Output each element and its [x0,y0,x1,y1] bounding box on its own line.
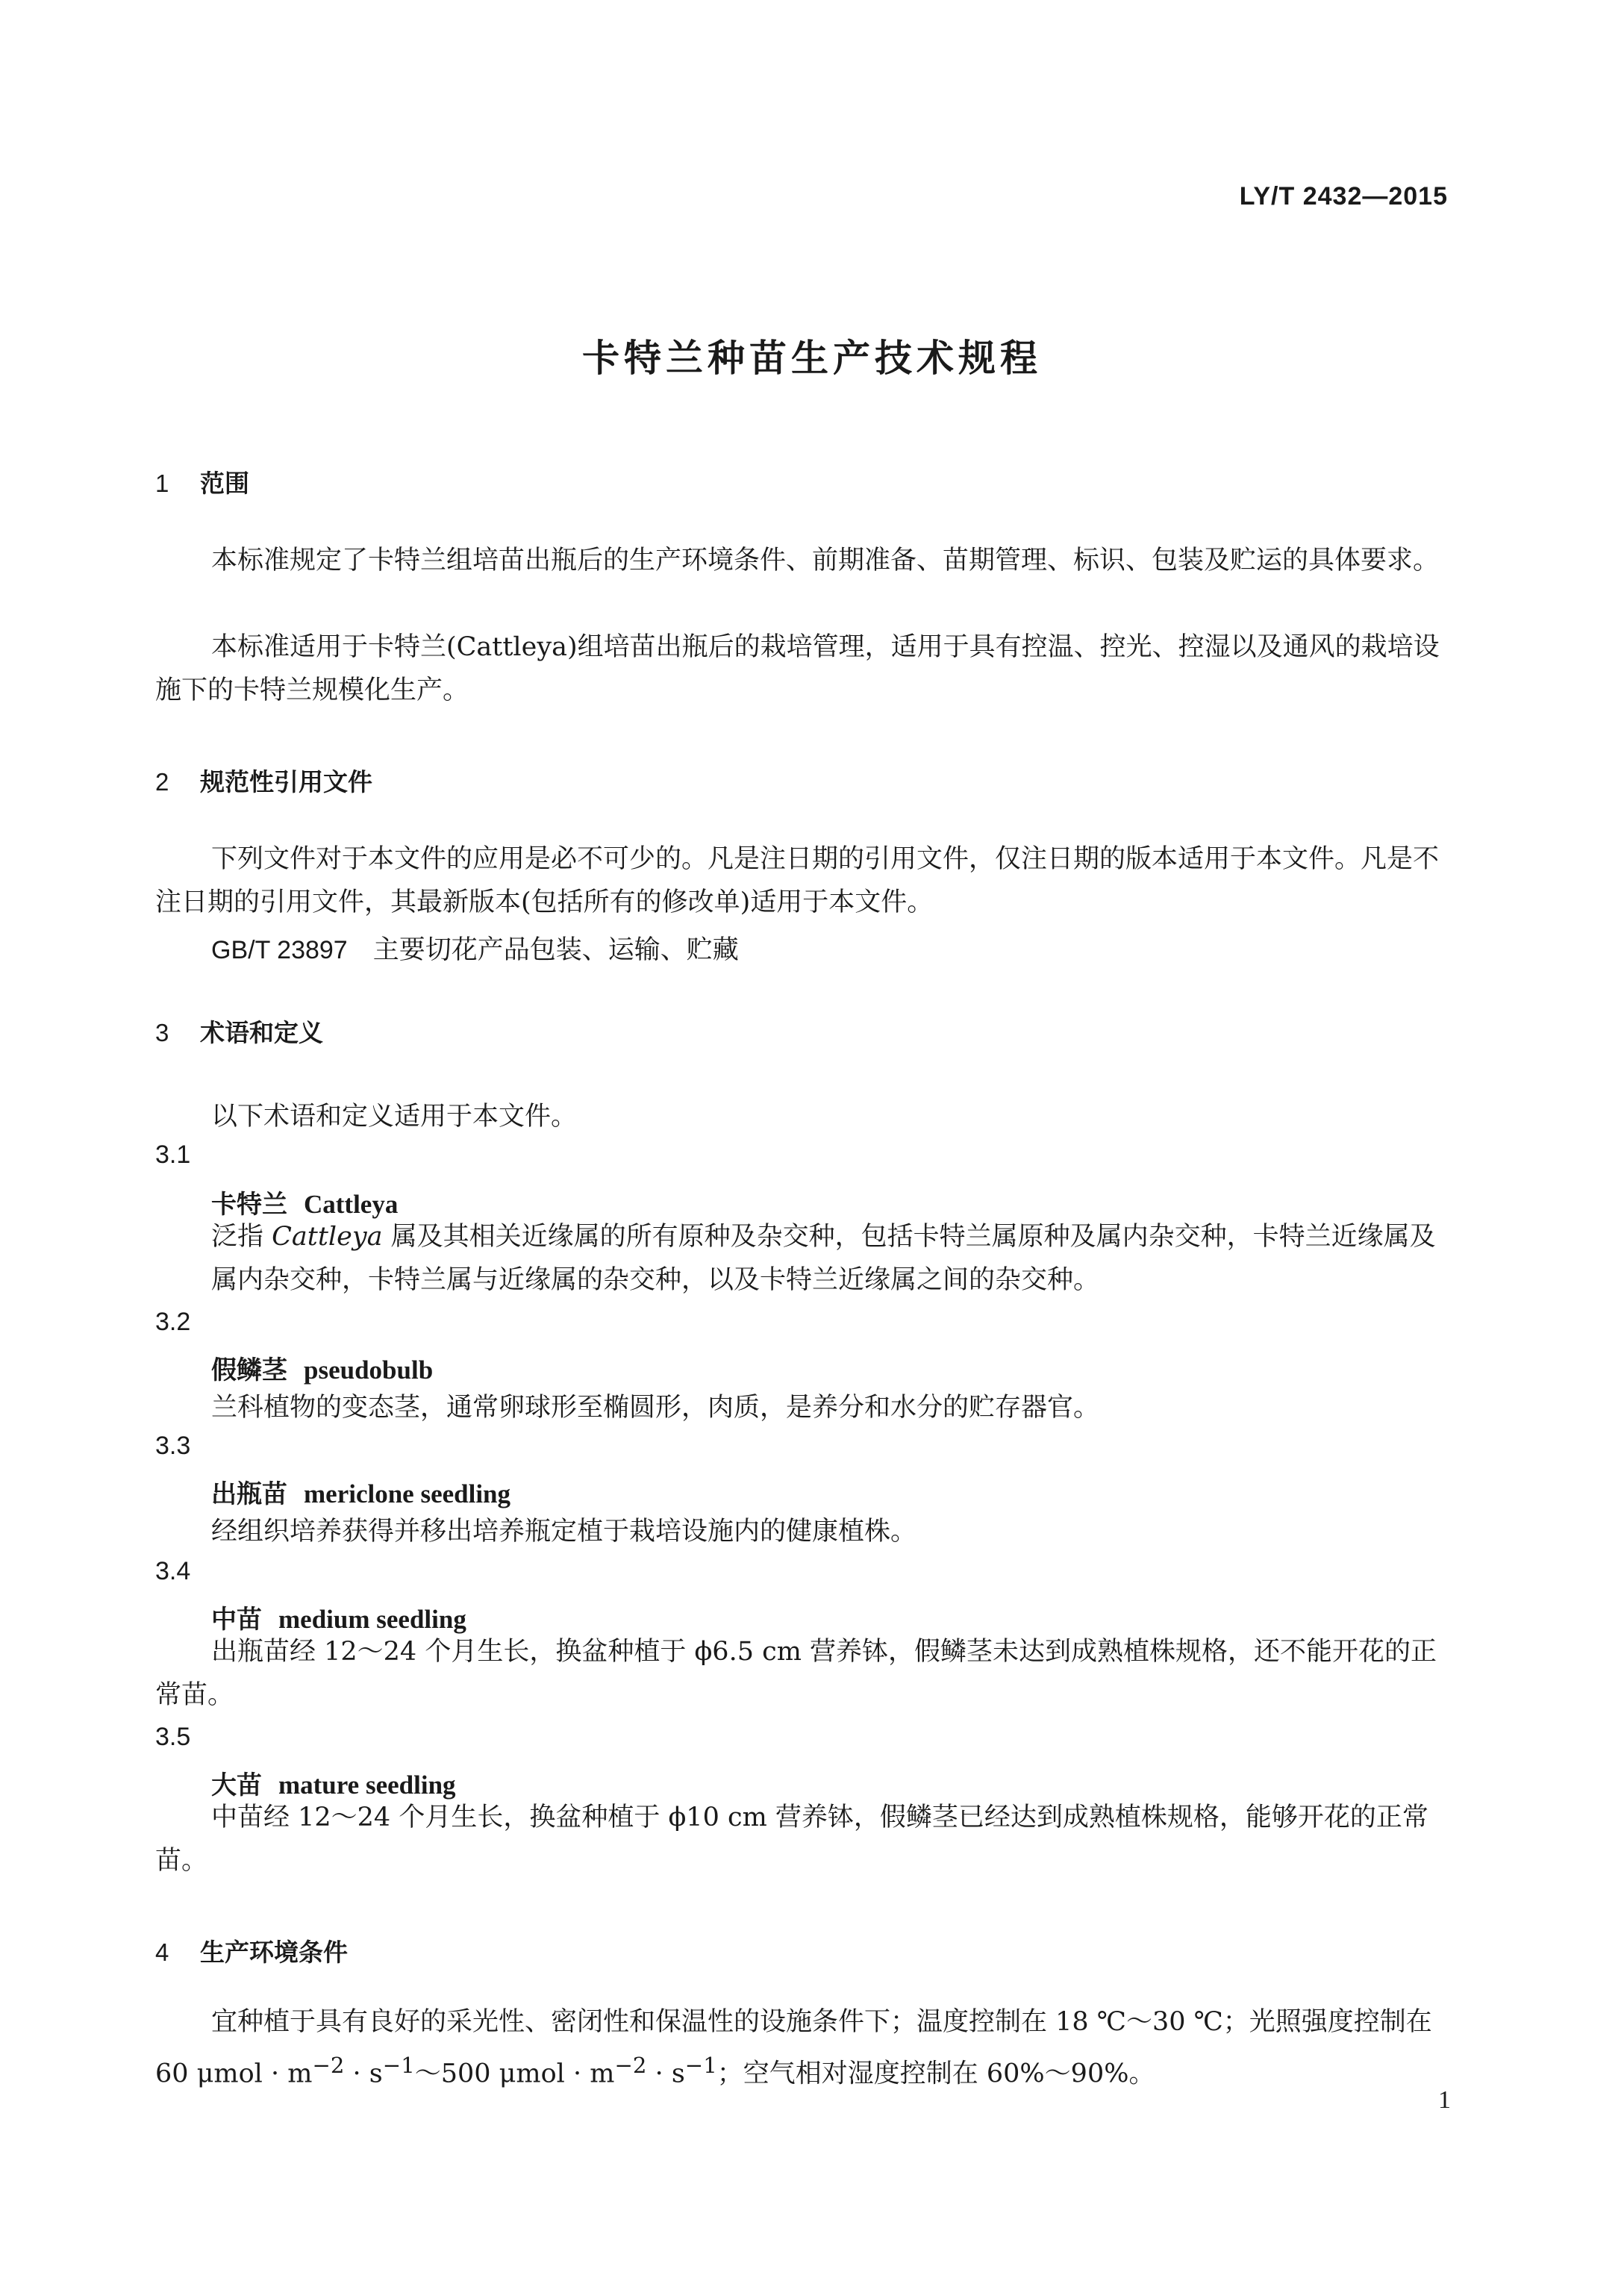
section-2-paragraph: 下列文件对于本文件的应用是必不可少的。凡是注日期的引用文件，仅注日期的版本适用于本文件。凡是不注日期的引用文件，其最新版本(包括所有的修改单)适用于本文件。 [155,844,1440,917]
definition-text: 属及其相关近缘属的所有原种及杂交种，包括卡特兰属原种及属内杂交种，卡特兰近缘属及属内杂交种，卡特兰属与近缘属的杂交种，以及卡特兰近缘属之间的杂交种。 [211,1222,1436,1295]
term-definition: 兰科植物的变态茎，通常卵球形至椭圆形，肉质，是养分和水分的贮存器官。 [211,1393,1100,1423]
section-title: 范围 [200,469,249,498]
section-number: 4 [155,1938,169,1966]
term-definition: 经组织培养获得并移出培养瓶定植于栽培设施内的健康植株。 [211,1517,917,1547]
paragraph-text: ～500 μmol · m [414,2059,615,2089]
page-number: 1 [1438,2086,1451,2114]
term-english: Cattleya [304,1190,399,1219]
term-chinese: 出瓶苗 [211,1479,287,1509]
normative-reference [211,929,739,967]
term-english: pseudobulb [304,1355,434,1385]
term-english: mature seedling [278,1770,456,1800]
section-1-paragraph-2: 本标准适用于卡特兰(Cattleya)组培苗出瓶后的栽培管理，适用于具有控温、控光、控湿以及通风的栽培设施下的卡特兰规模化生产。 [155,632,1440,705]
term-chinese: 假鳞茎 [211,1355,287,1385]
term-number: 3.5 [155,1723,191,1751]
paragraph-text: · s [646,2059,685,2089]
term-english: medium seedling [278,1605,466,1634]
term-chinese: 中苗 [211,1605,262,1635]
exponent: −2 [614,2053,647,2078]
standard-number: LY/T 2432—2015 [1239,182,1448,210]
section-3-intro: 以下术语和定义适用于本文件。 [211,1102,578,1132]
section-2-heading [155,763,372,798]
definition-text: 泛指 [211,1222,264,1252]
section-number: 1 [155,469,169,497]
term-number: 3.1 [155,1140,191,1169]
term-definition: 中苗经 12～24 个月生长，换盆种植于 ϕ10 cm 营养钵，假鳞茎已经达到成熟植株规格，能够开花的正常苗。 [155,1803,1428,1876]
reference-title: 主要切花产品包装、运输、贮藏 [372,935,739,965]
section-1-paragraph-1: 本标准规定了卡特兰组培苗出瓶后的生产环境条件、前期准备、苗期管理、标识、包装及贮运的具体要求。 [211,546,1440,575]
term-definition [211,1215,1443,1302]
term-english: mericlone seedling [304,1479,511,1508]
term-number: 3.4 [155,1557,191,1585]
paragraph-text: ；空气相对湿度控制在 60%～90%。 [716,2059,1155,2089]
section-title: 术语和定义 [200,1018,323,1047]
paragraph-text: 宜种植于具有良好的采光性、密闭性和保温性的设施条件下；温度控制在 18 ℃～30 ℃；光照强度控制在 60 μmol · m [155,2007,1432,2089]
exponent: −1 [382,2053,415,2078]
section-title: 规范性引用文件 [200,767,372,796]
paragraph-text: · s [344,2059,383,2089]
section-title: 生产环境条件 [200,1938,348,1967]
term-chinese: 大苗 [211,1770,262,1800]
section-number: 3 [155,1019,169,1046]
term-chinese: 卡特兰 [211,1190,287,1220]
document-title: 卡特兰种苗生产技术规程 [582,337,1042,380]
term-number: 3.2 [155,1308,191,1336]
section-3-heading [155,1014,323,1049]
exponent: −2 [312,2053,345,2078]
section-number: 2 [155,768,169,796]
term-number: 3.3 [155,1432,191,1460]
term-definition: 出瓶苗经 12～24 个月生长，换盆种植于 ϕ6.5 cm 营养钵，假鳞茎未达到成熟植株规格，还不能开花的正常苗。 [155,1637,1437,1710]
section-1-heading [155,464,249,499]
genus-name: Cattleya [272,1222,383,1252]
section-4-paragraph [155,2000,1443,2096]
term-mericlone-seedling [211,1473,510,1510]
reference-code: GB/T 23897 [211,936,348,964]
exponent: −1 [684,2053,717,2078]
section-4-heading [155,1933,348,1968]
term-pseudobulb [211,1349,433,1386]
